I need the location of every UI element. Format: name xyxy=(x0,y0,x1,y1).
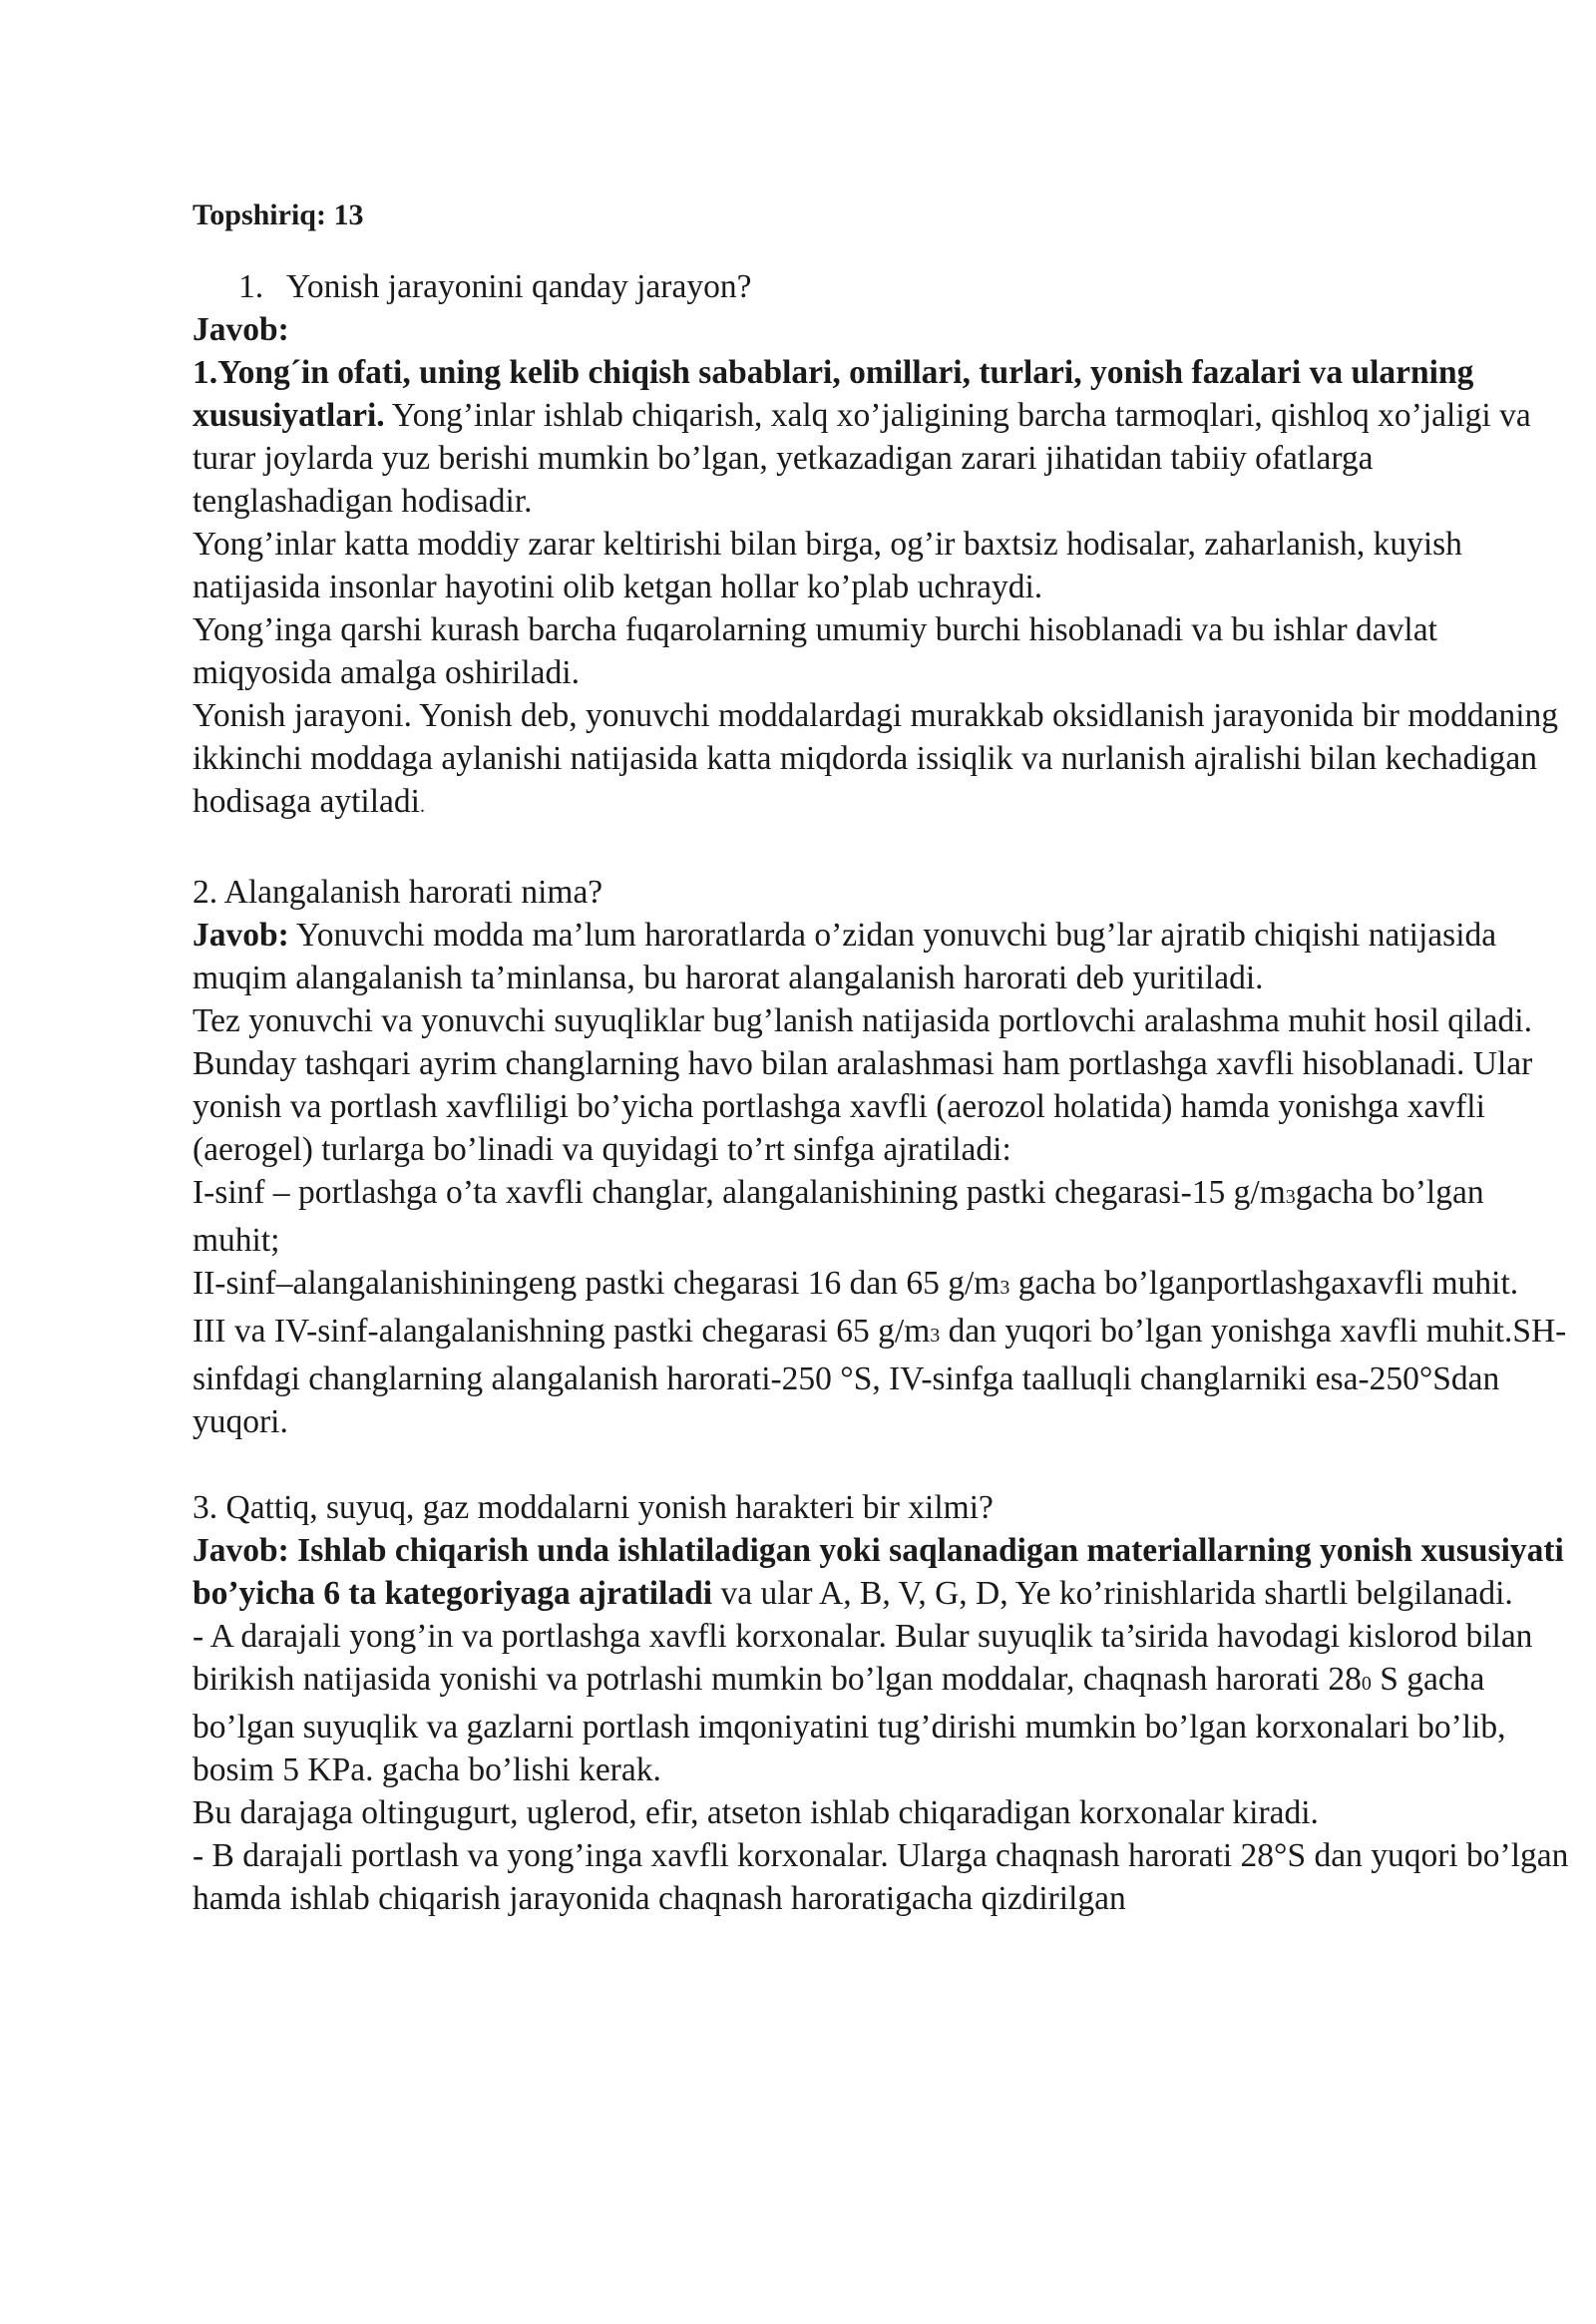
class-3-line xyxy=(193,1310,1569,1443)
answer-1-paragraph-4 xyxy=(193,694,1569,828)
answer-2-paragraph-2: Tez yonuvchi va yonuvchi suyuqliklar bug’lanish natijasida portlovchi aralashma muhit hosil qiladi. Bunday tashqari ayrim changlarning havo bilan aralashmasi ham portlashga xavfli hisoblanadi. Ular yonish va portlash xavfliligi bo’yicha portlashga xavfli (aerozol holatida) hamda yonishga xavfli (aerogel) turlarga bo’linadi va quyidagi to’rt sinfga ajratiladi: xyxy=(193,1002,1533,1168)
class-1-unit-exponent: 3 xyxy=(1285,1186,1296,1208)
class-2-unit-exponent: 3 xyxy=(999,1277,1010,1299)
answer-1-heading-rest: Yong’inlar ishlab chiqarish, xalq xo’jaligining barcha tarmoqlari, qishloq xo’jaligi va turar joylarda yuz berishi mumkin bo’lgan, yetkazadigan zarari jihatidan tabiiy ofatlarga tenglashadigan hodisadir. xyxy=(193,397,1531,520)
question-3: 3. Qattiq, suyuq, gaz moddalarni yonish harakteri bir xilmi? xyxy=(193,1489,994,1526)
answer-3-text: va ular A, B, V, G, D, Ye ko’rinishlarida shartli belgilanadi. xyxy=(712,1575,1513,1612)
answer-1-label: Javob: xyxy=(193,311,289,348)
category-a-paragraph xyxy=(193,1615,1569,1791)
category-a-examples: Bu darajaga oltingugurt, uglerod, efir, atseton ishlab chiqaradigan korxonalar kiradi. xyxy=(193,1794,1319,1831)
question-2: 2. Alangalanish harorati nima? xyxy=(193,874,603,911)
class-3-text-end: dan yuqori bo’lgan yonishga xavfli muhit.SH-sinfdagi changlarning alangalanish harorati-250 °S, IV-sinfga taalluqli changlarniki esa-250°Sdan yuqori. xyxy=(193,1313,1567,1440)
class-2-line xyxy=(193,1262,1569,1310)
answer-2-paragraph-1 xyxy=(193,914,1569,999)
answer-1-paragraph-2: Yong’inlar katta moddiy zarar keltirishi bilan birga, og’ir baxtsiz hodisalar, zaharlanish, kuyish natijasida insonlar hayotini olib ketgan hollar ko’plab uchraydi. xyxy=(193,526,1462,605)
question-1 xyxy=(193,265,1569,308)
class-1-line xyxy=(193,1171,1569,1262)
category-a-text-end: S gacha bo’lgan suyuqlik va gazlarni portlash imqoniyatini tug’dirishi mumkin bo’lgan korxonalari bo’lib, bosim 5 KPa. gacha bo’lishi kerak. xyxy=(193,1661,1506,1788)
spacer xyxy=(193,1443,1569,1486)
class-3-text: III va IV-sinf-alangalanishning pastki chegarasi 65 g/m xyxy=(193,1313,931,1350)
answer-3-bold: Javob: Ishlab chiqarish unda ishlatiladigan yoki saqlanadigan materiallarning yonish xususiyati bo’yicha 6 ta kategoriyaga ajratiladi xyxy=(193,1532,1564,1612)
answer-1-paragraph-1 xyxy=(193,351,1569,523)
question-1-text: Yonish jarayonini qanday jarayon? xyxy=(286,268,752,305)
category-a-degree: 0 xyxy=(1361,1673,1372,1695)
class-1-text: I-sinf – portlashga o’ta xavfli changlar, alangalanishining pastki chegarasi-15 g/m xyxy=(193,1174,1286,1211)
answer-1-paragraph-4-dot: . xyxy=(419,795,425,817)
answer-2-label: Javob: xyxy=(193,917,289,954)
answer-1-paragraph-4-text: Yonish jarayoni. Yonish deb, yonuvchi moddalardagi murakkab oksidlanish jarayonida bir moddaning ikkinchi moddaga aylanishi natijasida katta miqdorda issiqlik va nurlanish ajralishi bilan kechadigan hodisaga aytiladi xyxy=(193,697,1559,820)
document-body xyxy=(193,195,1569,1920)
class-1-text-end: gacha bo’lgan muhit; xyxy=(193,1174,1484,1259)
category-a-text: - A darajali yong’in va portlashga xavfli korxonalar. Bular suyuqlik ta’sirida havodagi kislorod bilan birikish natijasida yonishi va potrlashi mumkin bo’lgan moddalar, chaqnash harorati 28 xyxy=(193,1618,1533,1698)
spacer xyxy=(193,828,1569,871)
class-3-unit-exponent: 3 xyxy=(930,1325,941,1347)
category-b-paragraph: - B darajali portlash va yong’inga xavfli korxonalar. Ularga chaqnash harorati 28°S dan yuqori bo’lgan hamda ishlab chiqarish jarayonida chaqnash haroratigacha qizdirilgan xyxy=(193,1837,1569,1917)
page-title: Topshiriq: 13 xyxy=(193,198,364,231)
answer-3-paragraph-1 xyxy=(193,1529,1569,1615)
question-1-number: 1. xyxy=(238,268,264,305)
answer-2-text: Yonuvchi modda ma’lum haroratlarda o’zidan yonuvchi bug’lar ajratib chiqishi natijasida muqim alangalanish ta’minlansa, bu harorat alangalanish harorati deb yuritiladi. xyxy=(193,917,1497,996)
class-2-text-end: gacha bo’lganportlashgaxavfli muhit. xyxy=(1009,1265,1519,1302)
class-2-text: II-sinf–alangalanishiningeng pastki chegarasi 16 dan 65 g/m xyxy=(193,1265,1000,1302)
answer-1-heading: 1.Yong´in ofati, uning kelib chiqish sabablari, omillari, turlari, yonish fazalari va ularning xususiyatlari. xyxy=(193,354,1474,434)
answer-1-paragraph-3: Yong’inga qarshi kurash barcha fuqarolarning umumiy burchi hisoblanadi va bu ishlar davlat miqyosida amalga oshiriladi. xyxy=(193,611,1437,691)
